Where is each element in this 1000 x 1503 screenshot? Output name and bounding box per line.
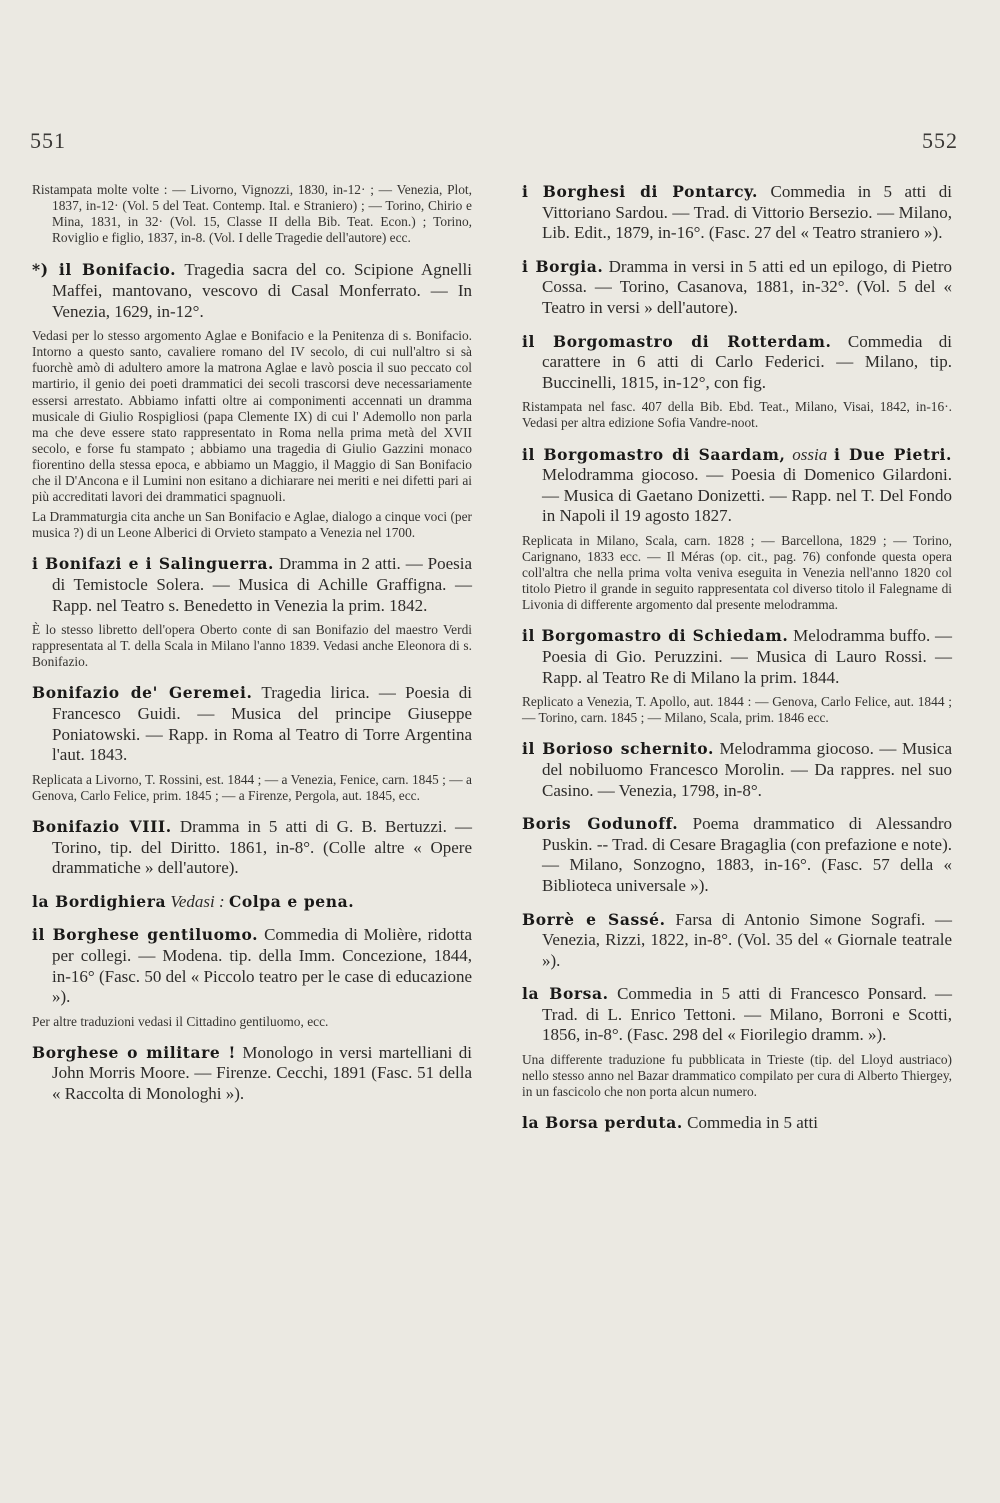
entry-text: Tragedia lirica. — Poesia di Francesco Guidi. — Musica del principe Giuseppe Poniatowski. — Rapp. in Roma al Teatro di Torre Argentina l'aut. 1843. [52, 683, 472, 765]
entry-title: Boris Godunoff. [522, 814, 679, 834]
entry-note: È lo stesso libretto dell'opera Oberto conte di san Bonifazio del maestro Verdi rappresentata al T. della Scala in Milano l'anno 1839. Vedasi anche Eleonora di s. Bonifazio. [32, 622, 472, 670]
entry-title: il Borgomastro di Saardam, [522, 444, 786, 464]
entry-note: La Drammaturgia cita anche un San Bonifacio e Aglae, dialogo a cinque voci (per musica ?) di un Leone Alberici di Orvieto stampato a Venezia nel 1700. [32, 509, 472, 541]
entry-bordighiera [32, 892, 472, 913]
entry-text: Poema drammatico di Alessandro Puskin. -- Trad. di Cesare Bragaglia (con prefazione e note). — Milano, Sonzogno, 1883, in-16°. (Fasc. 57 della « Biblioteca universale »). [542, 814, 953, 895]
entry-borghese-militare [32, 1043, 472, 1105]
cross-reference: Colpa e pena. [228, 891, 355, 911]
entry-title: i Borgia. [522, 256, 604, 276]
entry-text: Commedia in 5 atti [687, 1113, 818, 1133]
entry-title: Bonifazio de' Geremei. [32, 683, 253, 703]
entry-text: Dramma in 5 atti di G. B. Bertuzzi. — Torino, tip. del Diritto. 1861, in-8°. (Colle altre « Opere drammatiche » dell'autore). [52, 817, 472, 878]
continued-note: Ristampata molte volte : — Livorno, Vignozzi, 1830, in-12· ; — Venezia, Plot, 1837, in-12· (Vol. 5 del Teat. Contemp. Ital. e Straniero) ; — Torino, Chirio e Mina, 1831, in 32· (Vol. 15, Classe II della Bib. Teat. Econ.) ; Torino, Roviglio e figlio, 1837, in-8. (Vol. I delle Tragedie dell'autore) ecc. [32, 182, 472, 246]
entry-title: i Borghesi di Pontarcy. [522, 182, 758, 201]
entry-note: Replicata in Milano, Scala, carn. 1828 ; — Barcellona, 1829 ; — Torino, Carignano, 1833 ecc. — Il Méras (op. cit., pag. 76) confonde questa opera coll'altra che nella prima volta veniva eseguita in Venezia nell'anno 1820 col titolo Pietro il grande in seguito rappresentata col diverso titolo il Falegname di Livonia di differente argomento dal presente melodramma. [522, 532, 952, 613]
entry-title: *) il Bonifacio. [32, 260, 177, 280]
entry-note: Vedasi per lo stesso argomento Aglae e Bonifacio e la Penitenza di s. Bonifacio. Intorno a questo santo, cavaliere romano del IV secolo, di cui null'altro si sà fuorchè amò di adultero amore la matrona Aglae e lavò poscia il suo peccato col martirio, il genio dei poeti drammatici dei secoli trascorsi deve necessariamente essersi arrestato. Abbiamo infatti oltre ai componimenti accennati un dramma musicale di Giulio Rospigliosi (papa Clemente IX) di cui l' Ademollo non parla ma che deve essere stato rappresentato in Roma nella prima metà del XVII secolo, e forse fu stampato ; abbiamo una tragedia di Giulio Gazzini monaco fiorentino della stessa epoca, e abbiamo un Maggio, il Maggio di San Bonifacio che il D'Ancona e il Lumini non esitano a dichiarare nei meriti e nei difetti pari ai più accreditati lavori dei drammatici spagnuoli. [32, 328, 472, 505]
entry-boris-godunoff [522, 814, 952, 896]
entry-note: Replicata a Livorno, T. Rossini, est. 1844 ; — a Venezia, Fenice, carn. 1845 ; — a Genova, Carlo Felice, prim. 1845 ; — a Firenze, Pergola, aut. 1845, ecc. [32, 771, 472, 803]
entry-borsa-perduta [522, 1113, 952, 1134]
column-right [522, 182, 952, 1134]
entry-text: Melodramma giocoso. — Poesia di Domenico Gilardoni. — Musica di Gaetano Donizetti. — Rapp. nel T. Del Fondo in Napoli il 19 agosto 1827. [542, 465, 952, 526]
entry-note: Replicato a Venezia, T. Apollo, aut. 1844 : — Genova, Carlo Felice, aut. 1844 ; — Torino, carn. 1845 ; — Milano, Scala, prim. 1846 ecc. [522, 694, 952, 726]
entry-note: Ristampata nel fasc. 407 della Bib. Ebd. Teat., Milano, Visai, 1842, in-16·. Vedasi per altra edizione Sofia Vandre-noot. [522, 399, 952, 431]
entry-text: Commedia in 5 atti di Vittoriano Sardou. — Trad. di Vittorio Bersezio. — Milano, Lib. Edit., 1879, in-16°. (Fasc. 27 del « Teatro straniero »). [542, 182, 953, 243]
page-number-right: 552 [922, 128, 958, 153]
column-left [32, 182, 472, 1105]
entry-text: Melodramma buffo. — Poesia di Gio. Peruzzini. — Musica di Lauro Rossi. — Rapp. al Teatro Re di Milano la prim. 1844. [542, 626, 952, 687]
entry-title: Borghese o militare ! [32, 1042, 236, 1062]
entry-ossia: ossia [792, 444, 828, 464]
entry-bonifazio-geremei [32, 683, 472, 804]
entry-text: Commedia di Molière, ridotta per collegi. — Modena. tip. della Imm. Concezione, 1844, in-16° (Fasc. 50 del « Piccolo teatro per le case di educazione »). [52, 925, 473, 1007]
cross-reference-label: Vedasi : [170, 891, 225, 911]
entry-borgomastro-rotterdam [522, 332, 952, 432]
entry-text: Monologo in versi martelliani di John Morris Moore. — Firenze. Cecchi, 1891 (Fasc. 51 della « Raccolta di Monologhi »). [52, 1042, 473, 1104]
entry-text: Commedia in 5 atti di Francesco Ponsard. — Trad. di L. Enrico Tettoni. — Milano, Borroni e Scotti, 1856, in-8°. (Fasc. 298 del « Fiorilegio dramm. »). [542, 984, 953, 1045]
entry-title: il Borgomastro di Rotterdam. [522, 331, 832, 351]
entry-borghese-gentiluomo [32, 925, 472, 1029]
entry-text: Dramma in 2 atti. — Poesia di Temistocle Solera. — Musica di Achille Graffigna. — Rapp. nel Teatro s. Benedetto in Venezia la prim. 1842. [52, 554, 472, 615]
entry-title: il Borioso schernito. [522, 739, 714, 759]
page-number-left: 551 [30, 128, 66, 153]
entry-title: la Bordighiera [32, 891, 167, 911]
entry-title: la Borsa perduta. [522, 1113, 683, 1133]
entry-title: la Borsa. [522, 984, 609, 1004]
entry-title: i Bonifazi e i Salinguerra. [32, 554, 275, 574]
entry-note: Una differente traduzione fu pubblicata in Trieste (tip. del Lloyd austriaco) nello stesso anno nel Bazar drammatico compilato per cura di Alberto Thiergey, in un fascicolo che non porta alcun numero. [522, 1052, 952, 1100]
entry-text: Dramma in versi in 5 atti ed un epilogo, di Pietro Cossa. — Torino, Casanova, 1881, in-32°. (Vol. 5 del « Teatro in versi » dell'autore). [542, 256, 952, 317]
entry-bonifacio [32, 260, 472, 541]
entry-borghesi-pontarcy [522, 182, 952, 244]
entry-text: Commedia di carattere in 6 atti di Carlo Federici. — Milano, tip. Buccinelli, 1815, in-12°, con fig. [542, 331, 952, 392]
entry-title: il Borgomastro di Schiedam. [522, 626, 789, 646]
entry-text: Tragedia sacra del co. Scipione Agnelli Maffei, mantovano, vescovo di Casal Monferrato. — In Venezia, 1629, in-12°. [52, 260, 472, 321]
entry-borioso-schernito [522, 739, 952, 801]
entry-text: Farsa di Antonio Simone Sografi. — Venezia, Rizzi, 1822, in-8°. (Vol. 35 del « Giornale teatrale »). [542, 909, 953, 970]
entry-borre-sasse [522, 910, 952, 972]
entry-title: Bonifazio VIII. [32, 817, 172, 836]
entry-bonifazio-viii [32, 817, 472, 879]
entry-borsa [522, 984, 952, 1100]
entry-borgomastro-schiedam [522, 626, 952, 726]
entry-subtitle: i Due Pietri. [833, 444, 953, 464]
entry-bonifazi-salinguerra [32, 554, 472, 670]
entry-borgia [522, 257, 952, 319]
entry-note: Per altre traduzioni vedasi il Cittadino gentiluomo, ecc. [32, 1013, 329, 1029]
entry-title: il Borghese gentiluomo. [32, 925, 259, 945]
entry-title: Borrè e Sassé. [522, 909, 666, 929]
entry-borgomastro-saardam [522, 445, 952, 614]
entry-text: Melodramma giocoso. — Musica del nobiluomo Francesco Morolin. — Da rappres. nel suo Casino. — Venezia, 1798, in-8°. [542, 739, 953, 800]
